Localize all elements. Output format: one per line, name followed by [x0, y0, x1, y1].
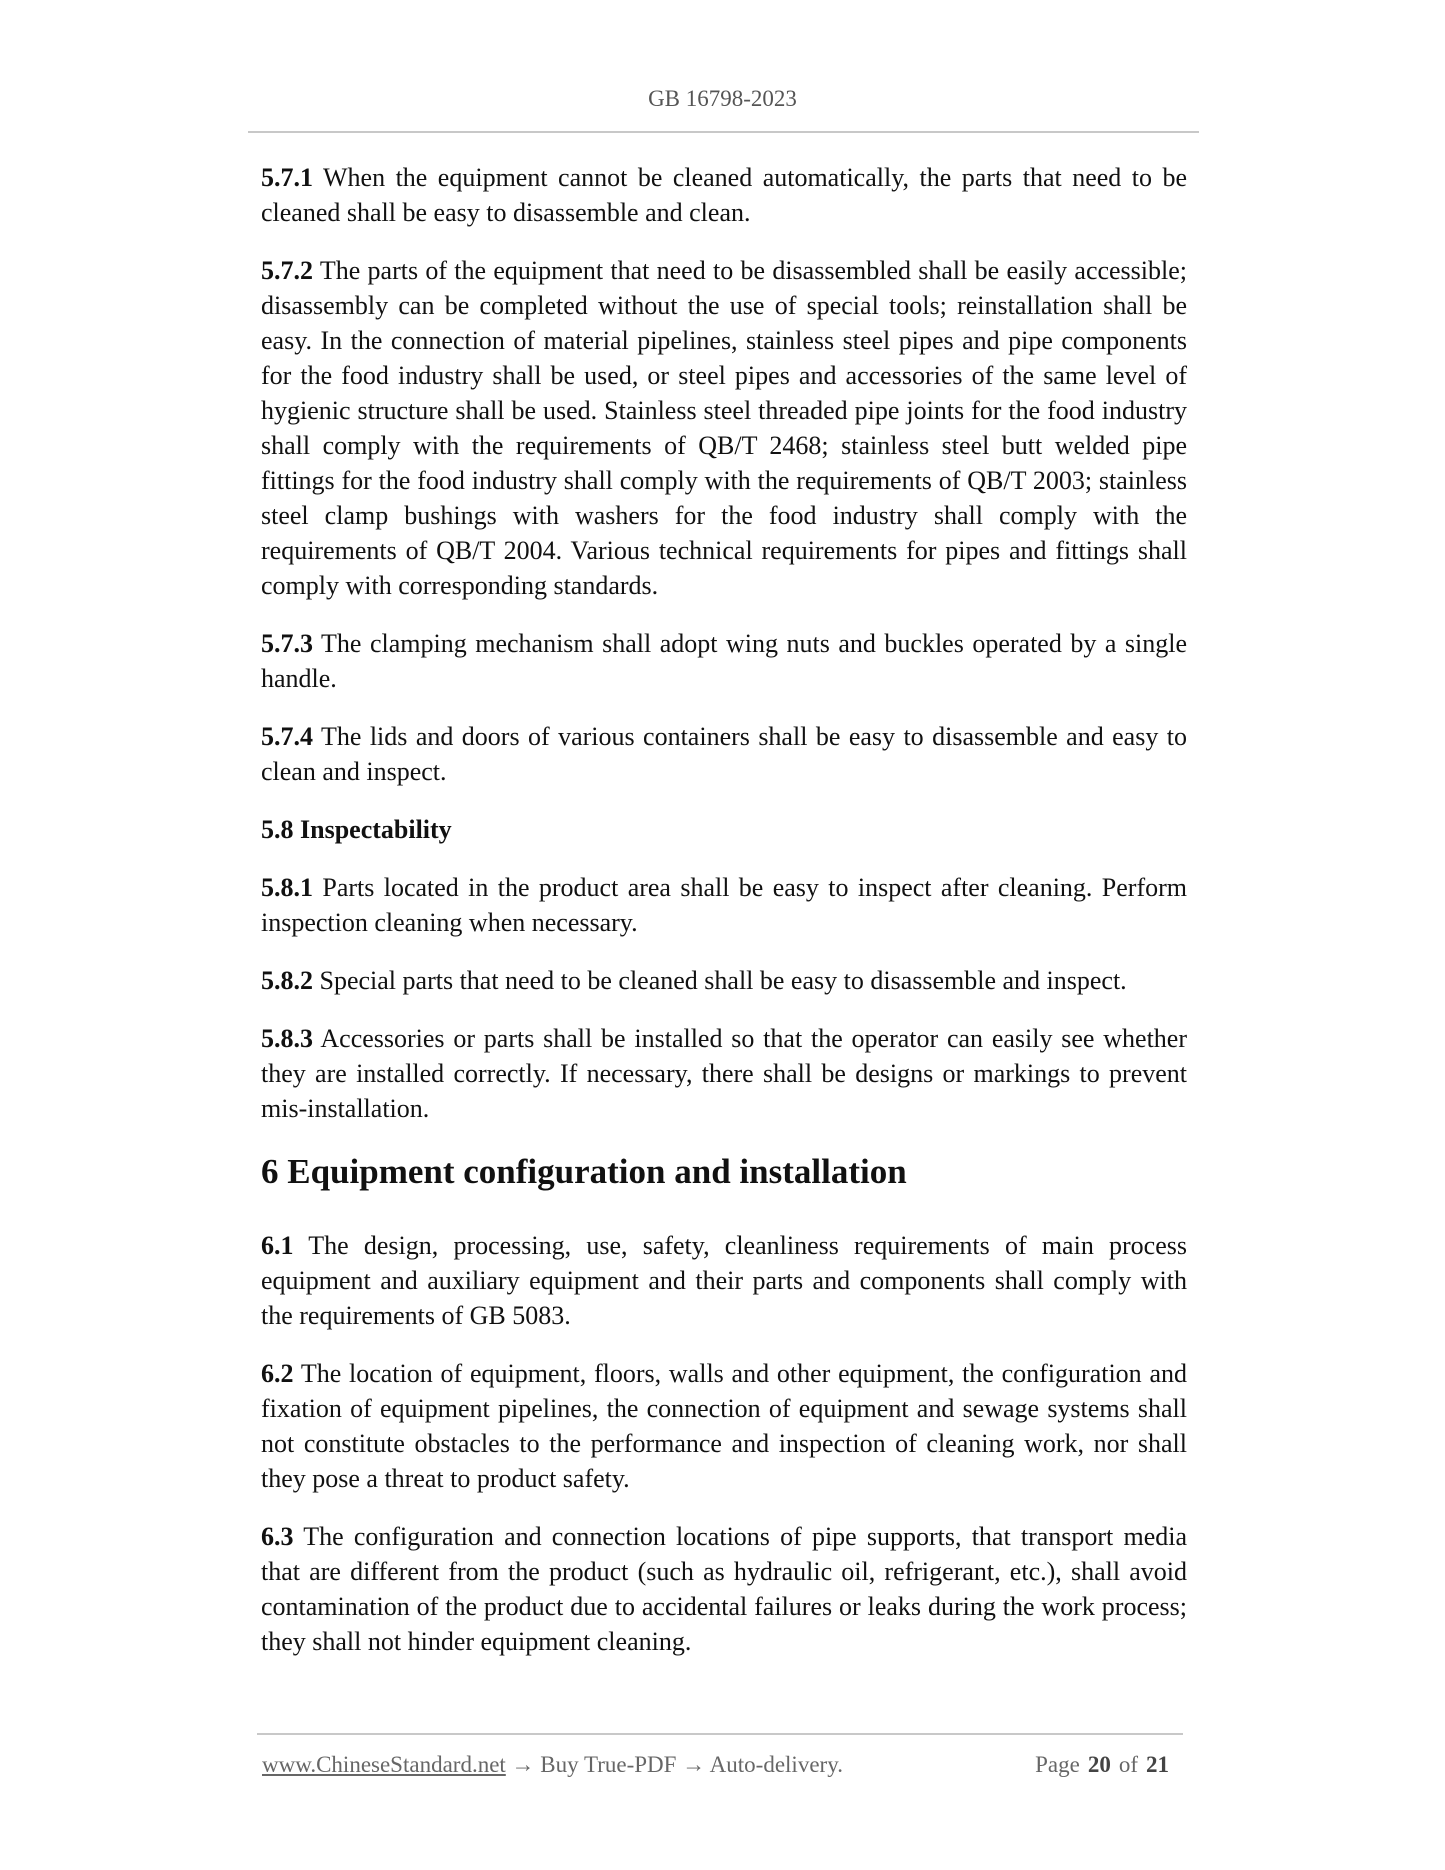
section-heading-5-8: 5.8 Inspectability — [261, 815, 452, 844]
clause-6-3 — [261, 1519, 1187, 1659]
website-link[interactable]: www.ChineseStandard.net — [262, 1752, 506, 1777]
clause-5-7-1 — [261, 160, 1187, 230]
clause-text: The design, processing, use, safety, cleanliness requirements of main process equipment and auxiliary equipment and their parts and components shall comply with the requirements of GB 5083. — [261, 1231, 1187, 1330]
clause-number: 5.8.3 — [261, 1024, 313, 1053]
clause-text: Accessories or parts shall be installed so that the operator can easily see whether they are installed correctly. If necessary, there shall be designs or markings to prevent mis-installation. — [261, 1024, 1187, 1123]
clause-text: Parts located in the product area shall be easy to inspect after cleaning. Perform inspection cleaning when necessary. — [261, 873, 1188, 937]
clause-text: The clamping mechanism shall adopt wing nuts and buckles operated by a single handle. — [261, 629, 1188, 693]
footer-promo — [262, 1752, 843, 1778]
page-indicator — [1035, 1752, 1177, 1778]
clause-6-2 — [261, 1356, 1187, 1496]
document-body — [261, 160, 1187, 1682]
clause-6-1 — [261, 1228, 1187, 1333]
clause-number: 5.7.1 — [261, 163, 313, 192]
header-divider — [248, 131, 1199, 133]
clause-text: The lids and doors of various containers shall be easy to disassemble and easy to clean and inspect. — [261, 722, 1187, 786]
arrow-right-icon: → — [682, 1752, 706, 1777]
clause-text: Special parts that need to be cleaned shall be easy to disassemble and inspect. — [319, 966, 1127, 995]
of-label: of — [1118, 1752, 1138, 1777]
clause-number: 6.1 — [261, 1231, 294, 1260]
clause-5-8-3 — [261, 1021, 1187, 1126]
clause-number: 5.7.4 — [261, 722, 313, 751]
clause-5-7-4 — [261, 719, 1187, 789]
clause-text: The configuration and connection locations of pipe supports, that transport media that are different from the product (such as hydraulic oil, refrigerant, etc.), shall avoid contamination of the product due to accidental failures or leaks during the work process; they shall not hinder equipment cleaning. — [261, 1522, 1187, 1656]
clause-5-7-2 — [261, 253, 1187, 603]
current-page-number: 20 — [1087, 1752, 1111, 1777]
footer-divider — [257, 1733, 1183, 1735]
total-pages-number: 21 — [1146, 1752, 1169, 1777]
clause-number: 5.7.2 — [261, 256, 313, 285]
clause-5-7-3 — [261, 626, 1187, 696]
page-label: Page — [1035, 1752, 1080, 1777]
arrow-right-icon: → — [511, 1752, 535, 1777]
clause-number: 6.3 — [261, 1522, 294, 1551]
clause-5-8-2 — [261, 963, 1187, 998]
page-header: GB 16798-2023 — [648, 86, 797, 111]
clause-number: 6.2 — [261, 1359, 294, 1388]
clause-number: 5.8.2 — [261, 966, 313, 995]
buy-pdf-text: Buy True-PDF — [540, 1752, 677, 1777]
clause-text: The location of equipment, floors, walls and other equipment, the configuration and fixation of equipment pipelines, the connection of equipment and sewage systems shall not constitute obstacles to the performance and inspection of cleaning work, nor shall they pose a threat to product safety. — [261, 1359, 1187, 1493]
clause-number: 5.8.1 — [261, 873, 313, 902]
clause-number: 5.7.3 — [261, 629, 313, 658]
auto-delivery-text: Auto-delivery. — [709, 1752, 843, 1777]
clause-5-8-1 — [261, 870, 1187, 940]
clause-text: The parts of the equipment that need to be disassembled shall be easily accessible; disassembly can be completed without the use of special tools; reinstallation shall be easy. In the connection of material pipelines, stainless steel pipes and pipe components for the food industry shall be used, or steel pipes and accessories of the same level of hygienic structure shall be used. Stainless steel threaded pipe joints for the food industry shall comply with the requirements of QB/T 2468; stainless steel butt welded pipe fittings for the food industry shall comply with the requirements of QB/T 2003; stainless steel clamp bushings with washers for the food industry shall comply with the requirements of QB/T 2004. Various technical requirements for pipes and fittings shall comply with corresponding standards. — [261, 256, 1188, 600]
chapter-heading-6: 6 Equipment configuration and installation — [261, 1152, 907, 1191]
clause-text: When the equipment cannot be cleaned automatically, the parts that need to be cleaned shall be easy to disassemble and clean. — [261, 163, 1187, 227]
